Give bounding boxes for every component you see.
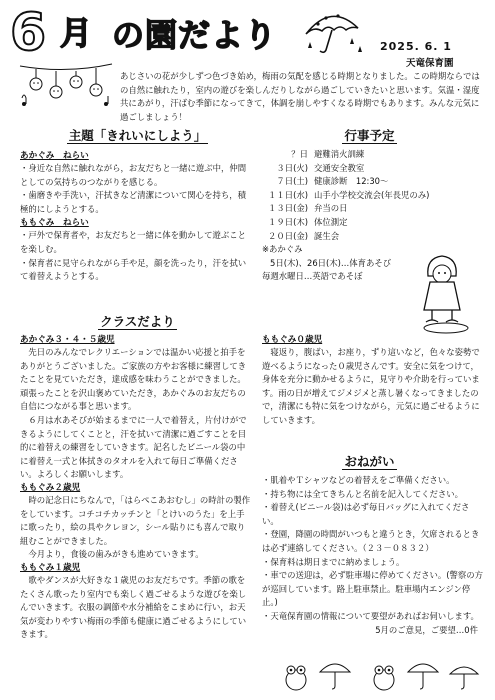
event-row [262, 202, 482, 216]
event-text: 誕生会 [314, 230, 340, 241]
event-text: 弁当の日 [314, 203, 348, 214]
akagumi-aim-1: ・身近な自然に触れながら，お友だちと一緒に遊ぶ中，仲間としての気持ちのつながりを感じる。 [20, 163, 247, 187]
momogumi-aim-1: ・戸外で保育者や，お友だちと一緒に体を動かして遊ぶことを楽しむ。 [20, 230, 246, 254]
event-date: ７日(土) [276, 176, 308, 187]
momogumi2-title: ももぐみ２歳児 [20, 482, 81, 493]
theme-section [20, 150, 252, 284]
request-item: ・肌着やＴシャツなどの着替えをご準備ください。 [262, 475, 455, 485]
momogumi-aim-2: ・保育者に見守られながら手や足，顔を洗ったり，汗を拭いて着替えようとする。 [20, 257, 247, 282]
event-text: 体位測定 [314, 216, 348, 227]
theme-heading: 主題「きれいにしよう」 [68, 128, 207, 143]
event-date: １９日(木) [267, 216, 308, 227]
event-text: 交通安全教室 [314, 162, 365, 173]
month-char: 月 [60, 14, 93, 52]
class-section [20, 334, 252, 642]
hanging-animals-icon [16, 62, 116, 108]
momogumi2-text: 時の記念日にちなんで，「はらぺこあおむし」の時計の製作をしています。コチコチカッチンと「とけいのうた」を上手に歌ったり，絵の具やクレヨン，シール貼りにも喜んで取り組むことができました。 [20, 494, 251, 546]
request-item: ・着替え(ビニール袋)は必ず毎日バッグに入れてください。 [262, 502, 470, 526]
event-row [262, 230, 482, 244]
event-note-1: 5日(木)、26日(木)…体育あそび [270, 257, 392, 268]
momogumi-aim-label: ももぐみ ねらい [20, 218, 89, 229]
month-number: 6 [10, 3, 47, 63]
event-note-2: 毎週水曜日…英語であそぼ [262, 271, 363, 282]
event-row [262, 216, 482, 230]
akagumi-aim-label: あかぐみ ねらい [20, 151, 89, 161]
event-row [262, 148, 482, 162]
event-date: ？日 [291, 149, 308, 159]
event-date: ２０日(金) [267, 230, 308, 241]
momogumi0-text: 寝返り，腹ばい，お座り，ずり這いなど，色々な姿勢で遊べるようになった０歳児さんです。安全に気をつけて，身体を充分に動かせるように，見守りや介助を行っています。雨の日が増えてジメジメと蒸し暑くなってきましたので，清潔にも特に気をつけながら，元気に過ごせるようにしていきます。 [262, 347, 480, 425]
intro-paragraph: あじさいの花が少しずつ色づき始め，梅雨の気配を感じる時期となりました。この時期ならではの自然に触れたり，室内の遊びを楽しんだりしながら過ごしていきたいと思います。気温・湿度共にあがり，汗ばむ季節になってきて，体調を崩しやすくなる時期でもあります。みんな元気に過ごしましょう！ [120, 71, 480, 122]
event-text: 避難消火訓練 [314, 149, 365, 159]
akagumi-text-2: ６月は水あそびが始まるまでに一人で着替え，片付けができるようにしてくことと，汗を拭いて清潔に過ごすことを目的に着替えの練習をしていきます。記名したビニール袋の中に着替え一式と体拭きのタオルを入れて毎日ご準備ください。よろしくお願いします。 [20, 414, 247, 480]
momogumi2-text-2: 今月より，食後の歯みがきも進めていきます。 [28, 549, 204, 560]
frog-icon [280, 654, 480, 694]
momogumi1-title: ももぐみ１歳児 [20, 562, 81, 573]
momogumi1-text: 歌やダンスが大好きな１歳児のお友だちです。季節の歌をたくさん歌ったり室内でも楽しく過ごせるような遊びを楽しんでいきます。衣服の調節や水分補給をこまめに行い，お天気が変わりやすい梅雨の季節も健康に過ごせるようにしていきます。 [20, 574, 247, 640]
requests-list [262, 474, 484, 637]
request-item: ・登園，降園の時間がいつもと違うとき，欠席されるときは必ず連絡してください。（２３－０８３２） [262, 529, 480, 553]
event-text: 健康診断 12:30～ [314, 176, 389, 187]
newsletter-title: の園だより [112, 16, 278, 54]
requests-heading: おねがい [344, 454, 395, 469]
event-note-title: ※あかぐみ [262, 244, 303, 255]
request-item: ・車での送迎は，必ず駐車場に停めてください。(警察の方が巡回しています。路上駐車禁止。駐車場内エンジン停止。) [262, 570, 484, 608]
events-heading: 行事予定 [344, 128, 395, 143]
event-date: １１日(水) [267, 189, 308, 200]
akagumi-aim-2: ・歯磨きや手洗い，汗拭きなど清潔について関心を持ち，積極的にしようとする。 [20, 190, 246, 214]
request-item: ・保育料は期日までに納めましょう。 [262, 556, 405, 567]
request-item: ・持ち物には全てきちんと名前を記入してください。 [262, 488, 463, 499]
requests-closing: 5月のご意見，ご要望…0件 [375, 624, 478, 635]
akagumi-title: あかぐみ３・４・５歳児 [20, 335, 115, 345]
momogumi0-section [262, 334, 484, 428]
school-name: 天竜保育園 [406, 58, 454, 69]
request-item: ・天竜保育園の情報について要望があればお伺いします。 [262, 610, 479, 621]
child-raincoat-icon [412, 252, 476, 336]
event-text: 山手小学校交流会(年長児のみ) [314, 189, 430, 200]
event-date: ３日(火) [276, 162, 308, 173]
event-row [262, 189, 482, 203]
event-date: １３日(金) [267, 203, 308, 214]
event-row [262, 162, 482, 176]
event-row [262, 175, 482, 189]
class-heading: クラスだより [100, 314, 175, 329]
akagumi-text: 先日のみんなでレクリエーションでは温かい応援と拍手をありがとうございました。ご家族の方やお客様に練習してきたことを見ていただき，達成感を味わうことができました。頑張ったことを沢山褒めていただき，あかぐみのお友だちの自信につながる事と思います。 [20, 347, 247, 412]
momogumi0-title: ももぐみ０歳児 [262, 335, 323, 345]
umbrella-icon [296, 6, 366, 56]
issue-date: 2025. 6. 1 [380, 40, 452, 53]
